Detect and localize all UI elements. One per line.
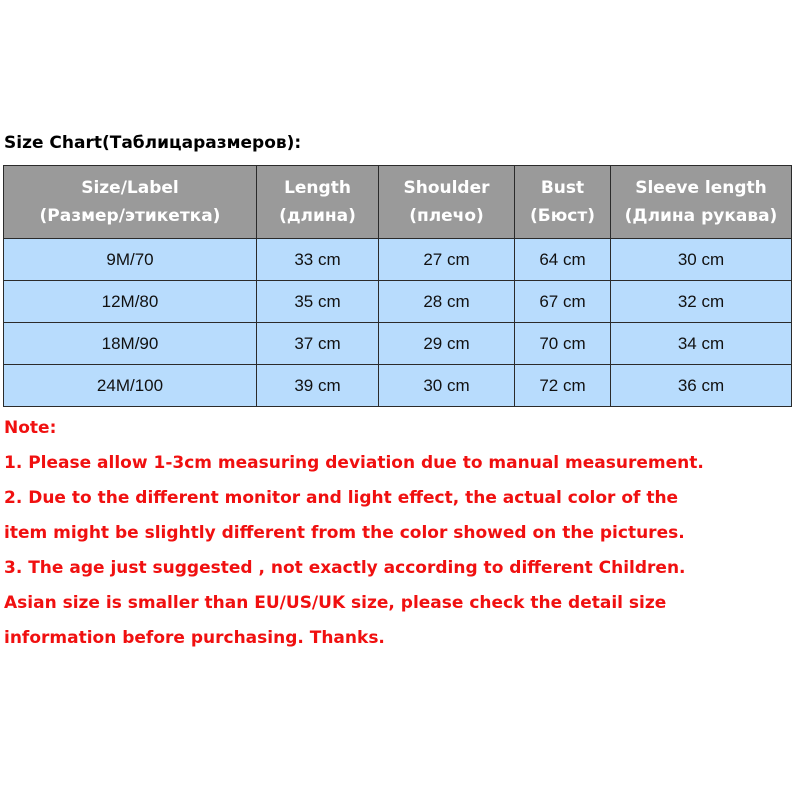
- header-line: (плечо): [409, 206, 484, 226]
- cell-bust: 67 cm: [515, 281, 611, 323]
- note-line: 3. The age just suggested , not exactly according to different Children.: [4, 558, 686, 578]
- notes-section: [4, 411, 796, 656]
- page-title: Size Chart(Таблицаразмеров):: [4, 133, 302, 153]
- header-line: (длина): [279, 206, 356, 226]
- cell-size-label: 18M/90: [4, 323, 257, 365]
- size-chart-table: [3, 165, 792, 407]
- table-header-row: [4, 166, 792, 239]
- header-sleeve-length: [611, 166, 792, 239]
- cell-shoulder: 29 cm: [379, 323, 515, 365]
- table-row: [4, 239, 792, 281]
- cell-size-label: 9M/70: [4, 239, 257, 281]
- header-bust: [515, 166, 611, 239]
- note-line: information before purchasing. Thanks.: [4, 628, 385, 648]
- cell-shoulder: 27 cm: [379, 239, 515, 281]
- table-row: [4, 365, 792, 407]
- cell-length: 35 cm: [257, 281, 379, 323]
- header-line: Bust: [540, 178, 585, 198]
- notes-heading: Note:: [4, 418, 57, 438]
- table-row: [4, 323, 792, 365]
- note-line: 1. Please allow 1-3cm measuring deviation due to manual measurement.: [4, 453, 704, 473]
- header-line: (Размер/этикетка): [39, 206, 221, 226]
- header-line: Length: [284, 178, 351, 198]
- cell-sleeve-length: 36 cm: [611, 365, 792, 407]
- note-line: Asian size is smaller than EU/US/UK size, please check the detail size: [4, 593, 667, 613]
- cell-bust: 72 cm: [515, 365, 611, 407]
- cell-length: 39 cm: [257, 365, 379, 407]
- cell-shoulder: 28 cm: [379, 281, 515, 323]
- header-shoulder: [379, 166, 515, 239]
- header-size-label: [4, 166, 257, 239]
- cell-shoulder: 30 cm: [379, 365, 515, 407]
- cell-size-label: 12M/80: [4, 281, 257, 323]
- cell-length: 37 cm: [257, 323, 379, 365]
- cell-sleeve-length: 30 cm: [611, 239, 792, 281]
- header-line: Sleeve length: [635, 178, 767, 198]
- note-line: 2. Due to the different monitor and light effect, the actual color of the: [4, 488, 679, 508]
- cell-sleeve-length: 32 cm: [611, 281, 792, 323]
- cell-length: 33 cm: [257, 239, 379, 281]
- header-length: [257, 166, 379, 239]
- cell-bust: 64 cm: [515, 239, 611, 281]
- table-row: [4, 281, 792, 323]
- cell-bust: 70 cm: [515, 323, 611, 365]
- note-line: item might be slightly different from the color showed on the pictures.: [4, 523, 685, 543]
- header-line: (Бюст): [530, 206, 595, 226]
- cell-sleeve-length: 34 cm: [611, 323, 792, 365]
- header-line: Shoulder: [403, 178, 490, 198]
- header-line: Size/Label: [81, 178, 179, 198]
- header-line: (Длина рукава): [624, 206, 778, 226]
- cell-size-label: 24M/100: [4, 365, 257, 407]
